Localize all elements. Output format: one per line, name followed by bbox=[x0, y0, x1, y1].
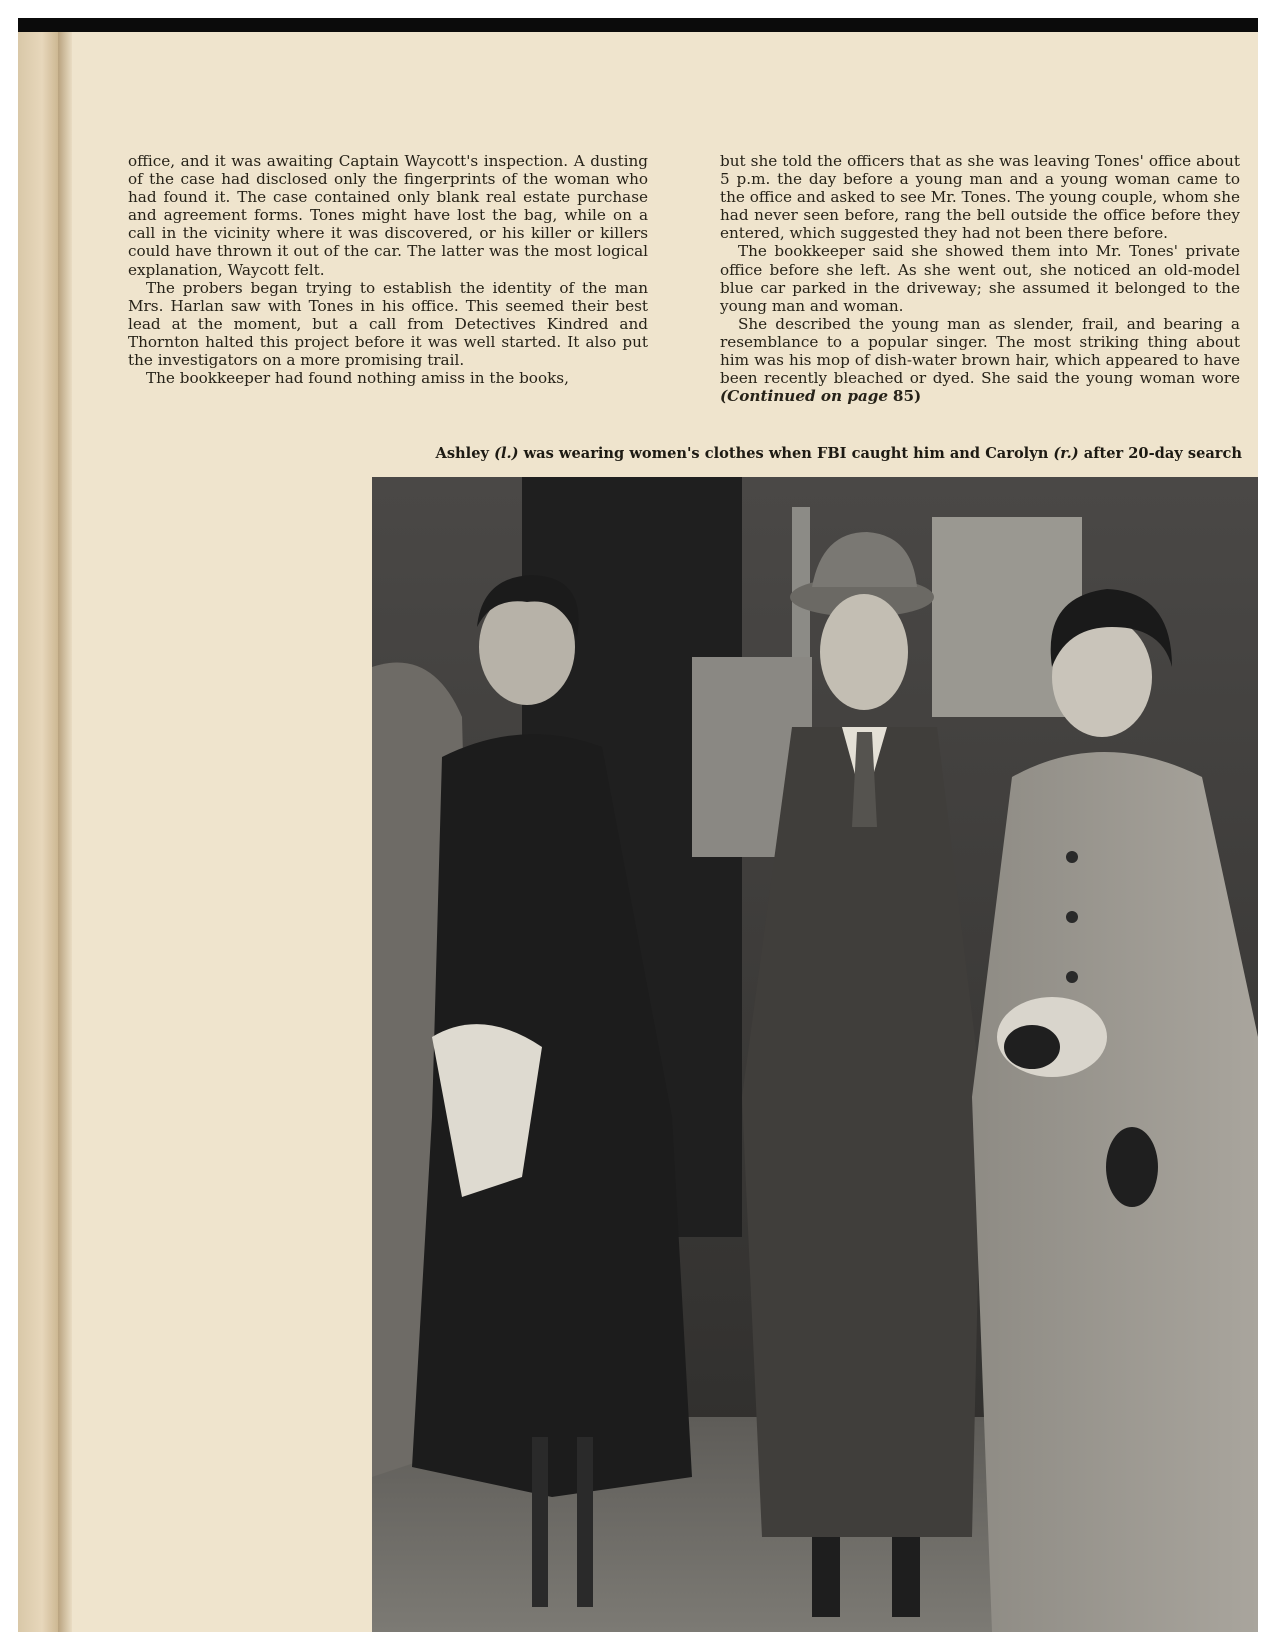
paragraph bbox=[720, 315, 1240, 405]
dark-glove bbox=[1106, 1127, 1158, 1207]
continued-page: 85) bbox=[892, 387, 922, 406]
caption-right-marker: (r.) bbox=[1053, 445, 1079, 462]
dark-glove bbox=[1004, 1025, 1060, 1069]
paragraph: office, and it was awaiting Captain Waycott's inspection. A dusting of the case had disclosed only the fingerprints of the woman who had found it. The case contained only blank real estate purchase and agreement forms. Tones might have lost the bag, while on a call in the vicinity where it was discovered, or his killer or killers could have thrown it out of the car. The latter was the most logical explanation, Waycott felt. bbox=[128, 152, 648, 279]
photo-illustration bbox=[372, 477, 1258, 1632]
scan-top-border bbox=[18, 18, 1258, 32]
caption-text: was wearing women's clothes when FBI caught him and Carolyn bbox=[518, 445, 1054, 462]
paragraph: The bookkeeper had found nothing amiss in the books, bbox=[146, 369, 569, 388]
paragraph-text: She described the young man as slender, frail, and bearing a resemblance to a popular singer. The most striking thing about him was his mop of dish-water brown hair, which appeared to have been recently bleached or dyed. She said the young woman wore bbox=[720, 314, 1240, 388]
paragraph: but she told the officers that as she was leaving Tones' office about 5 p.m. the day before a young man and a young woman came to the office and asked to see Mr. Tones. The young couple, whom she had never seen before, rang the bell outside the office before they entered, which suggested they had not been there before. bbox=[720, 152, 1240, 243]
caption-text: after 20-day search bbox=[1078, 445, 1242, 462]
article-column-right bbox=[720, 152, 1240, 405]
news-photograph bbox=[372, 477, 1258, 1632]
face-center bbox=[820, 594, 908, 710]
photo-caption bbox=[358, 445, 1242, 462]
left-page-edge bbox=[18, 32, 58, 1632]
article-column-left bbox=[128, 152, 648, 387]
paragraph: The probers began trying to establish the identity of the man Mrs. Harlan saw with Tones in his office. This seemed their best lead at the moment, but a call from Detectives Kindred and Thornton halted this project before it was well started. It also put the investigators on a more promising trail. bbox=[128, 278, 648, 370]
paragraph: The bookkeeper said she showed them into Mr. Tones' private office before she left. As she went out, she noticed an old-model blue car parked in the driveway; she assumed it belonged to the young man and woman. bbox=[720, 242, 1240, 315]
caption-text: Ashley bbox=[435, 445, 495, 462]
overcoat bbox=[742, 727, 982, 1537]
scanned-page bbox=[18, 18, 1258, 1632]
page-gutter bbox=[58, 32, 72, 1632]
continued-label: (Continued on page bbox=[720, 387, 889, 406]
caption-left-marker: (l.) bbox=[494, 445, 519, 462]
continued-note bbox=[720, 387, 921, 405]
magazine-page bbox=[72, 32, 1258, 1632]
